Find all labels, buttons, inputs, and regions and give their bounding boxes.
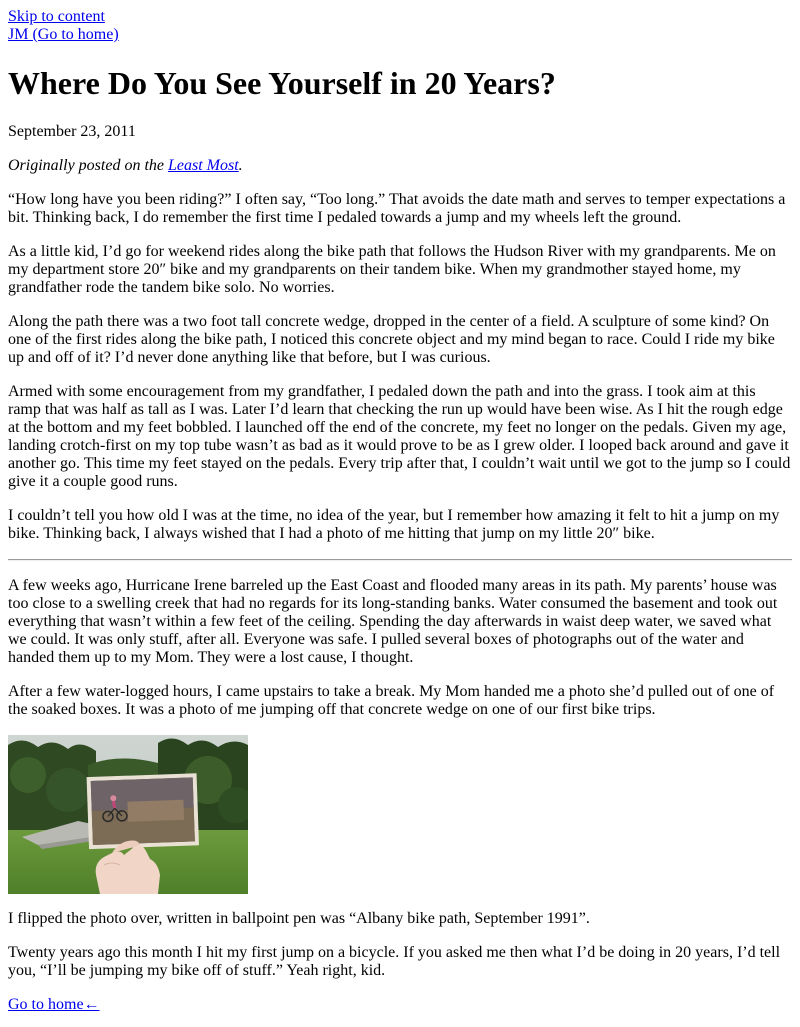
home-link-header[interactable]: JM (Go to home): [8, 26, 119, 43]
paragraph: I flipped the photo over, written in ballpoint pen was “Albany bike path, September 1991”.: [8, 910, 590, 927]
paragraph: As a little kid, I’d go for weekend rides along the bike path that follows the Hudson River with my grandparents. Me on my department store 20″ bike and my grandparents on their tandem bike. When my grandmother stayed home, my grandfather rode the tandem bike solo. No worries.: [8, 243, 776, 296]
section-divider: [8, 559, 792, 561]
paragraph: Armed with some encouragement from my grandfather, I pedaled down the path and into the grass. I took aim at this ramp that was half as tall as I was. Later I’d learn that checking the run up would have been wise. As I hit the rough edge at the bottom and my feet bobbled. I launched off the end of the concrete, my feet no longer on the pedals. Given my age, landing crotch-first on my top tube wasn’t as bad as it would prove to be as I grew older. I looped back around and gave it another go. This time my feet stayed on the pedals. Every trip after that, I couldn’t wait until we got to the jump so I could give it a couple good runs.: [8, 383, 791, 490]
article-date: September 23, 2011: [8, 123, 136, 140]
origin-suffix: .: [238, 157, 243, 174]
paragraph: Twenty years ago this month I hit my first jump on a bicycle. If you asked me then what I’d be doing in 20 years, I’d tell you, “I’ll be jumping my bike off of stuff.” Yeah right, kid.: [8, 944, 781, 979]
paragraph: Along the path there was a two foot tall concrete wedge, dropped in the center of a field. A sculpture of some kind? On one of the first rides along the bike path, I noticed this concrete object and my mind began to race. Could I ride my bike up and off of it? I’d never done anything like that before, but I was curious.: [8, 313, 775, 366]
photo-held-in-hand: [8, 735, 248, 894]
article-title: Where Do You See Yourself in 20 Years?: [8, 65, 556, 101]
footer: [8, 996, 792, 1014]
least-most-link[interactable]: Least Most: [167, 157, 239, 174]
paragraph: A few weeks ago, Hurricane Irene barreled up the East Coast and flooded many areas in its path. My parents’ house was too close to a swelling creek that had no regards for its long-standing banks. Water consumed the basement and took out everything that wasn’t within a few feet of the ceiling. Spending the day afterwards in waist deep water, we saved what we could. It was only stuff, after all. Everyone was safe. I pulled several boxes of photographs out of the water and handed them up to my Mom. They were a lost cause, I thought.: [8, 577, 778, 666]
go-to-home-link[interactable]: Go to home←: [8, 996, 100, 1013]
skip-to-content-link[interactable]: Skip to content: [8, 8, 105, 25]
paragraph: I couldn’t tell you how old I was at the time, no idea of the year, but I remember how amazing it felt to hit a jump on my bike. Thinking back, I always wished that I had a photo of me hitting that jump on my little 20″ bike.: [8, 507, 780, 542]
origin-note: [8, 157, 792, 175]
origin-prefix: Originally posted on the: [8, 157, 168, 174]
article: [8, 65, 792, 980]
paragraph: After a few water-logged hours, I came upstairs to take a break. My Mom handed me a photo she’d pulled out of one of the soaked boxes. It was a photo of me jumping off that concrete wedge on one of our first bike trips.: [8, 683, 775, 718]
paragraph: “How long have you been riding?” I often say, “Too long.” That avoids the date math and serves to temper expectations a bit. Thinking back, I do remember the first time I pedaled towards a jump and my wheels left the ground.: [8, 191, 786, 226]
